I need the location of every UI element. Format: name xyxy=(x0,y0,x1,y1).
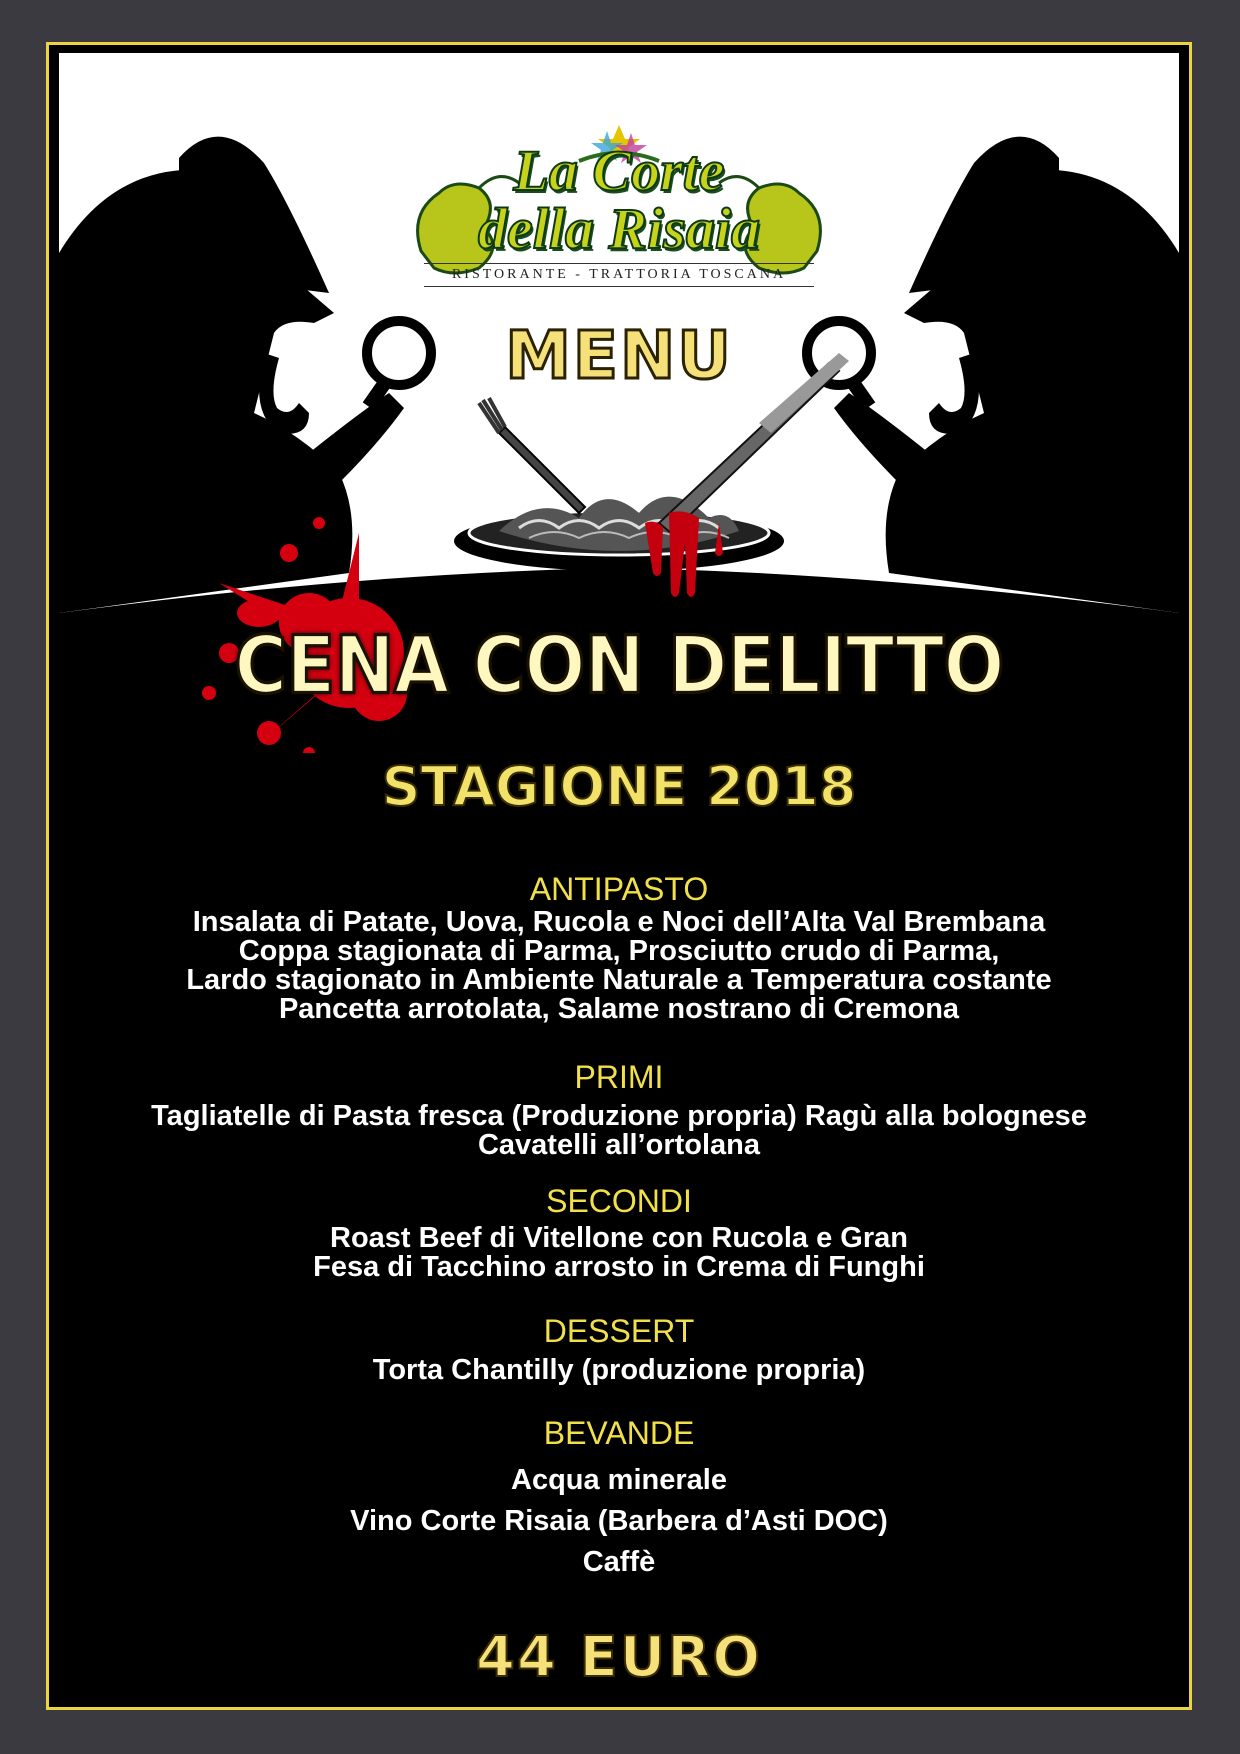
dish-item: Vino Corte Risaia (Barbera d’Asti DOC) xyxy=(350,1505,888,1537)
course-bevande xyxy=(59,1415,1179,1583)
logo-line-1: La Corte xyxy=(513,138,725,203)
course-dessert xyxy=(59,1313,1179,1385)
dish-item: Roast Beef di Vitellone con Rucola e Gran xyxy=(330,1222,908,1254)
dish-item: Coppa stagionata di Parma, Prosciutto crudo di Parma, xyxy=(238,935,1000,967)
course-title: ANTIPASTO xyxy=(529,871,709,907)
poster-frame xyxy=(46,42,1192,1710)
dish-item: Acqua minerale xyxy=(511,1464,727,1496)
logo-subtitle: RISTORANTE - TRATTORIA TOSCANA xyxy=(424,263,814,287)
course-title: DESSERT xyxy=(543,1313,695,1349)
menu-title: MENU xyxy=(505,317,733,394)
dish-item: Insalata di Patate, Uova, Rucola e Noci dell’Alta Val Brembana xyxy=(192,906,1046,938)
course-title: PRIMI xyxy=(574,1059,664,1095)
dish-item: Fesa di Tacchino arrosto in Crema di Funghi xyxy=(313,1251,925,1283)
course-secondi xyxy=(59,1183,1179,1282)
season-title: STAGIONE 2018 xyxy=(381,755,857,818)
course-title: BEVANDE xyxy=(543,1415,695,1451)
dish-item: Pancetta arrotolata, Salame nostrano di Cremona xyxy=(278,993,960,1025)
course-primi xyxy=(59,1059,1179,1160)
course-title: SECONDI xyxy=(546,1183,692,1219)
event-title: CENA CON DELITTO xyxy=(234,618,1004,712)
course-antipasto xyxy=(59,871,1179,1024)
dish-item: Caffè xyxy=(582,1546,656,1578)
menu-poster xyxy=(59,53,1179,1699)
dish-item: Lardo stagionato in Ambiente Naturale a Temperatura costante xyxy=(186,964,1052,996)
dish-item: Cavatelli all’ortolana xyxy=(477,1129,761,1161)
dish-item: Tagliatelle di Pasta fresca (Produzione propria) Ragù alla bolognese xyxy=(151,1100,1087,1132)
dish-item: Torta Chantilly (produzione propria) xyxy=(372,1354,866,1386)
price-label: 44 EURO xyxy=(476,1625,762,1690)
logo-line-2: della Risaia xyxy=(478,196,760,261)
